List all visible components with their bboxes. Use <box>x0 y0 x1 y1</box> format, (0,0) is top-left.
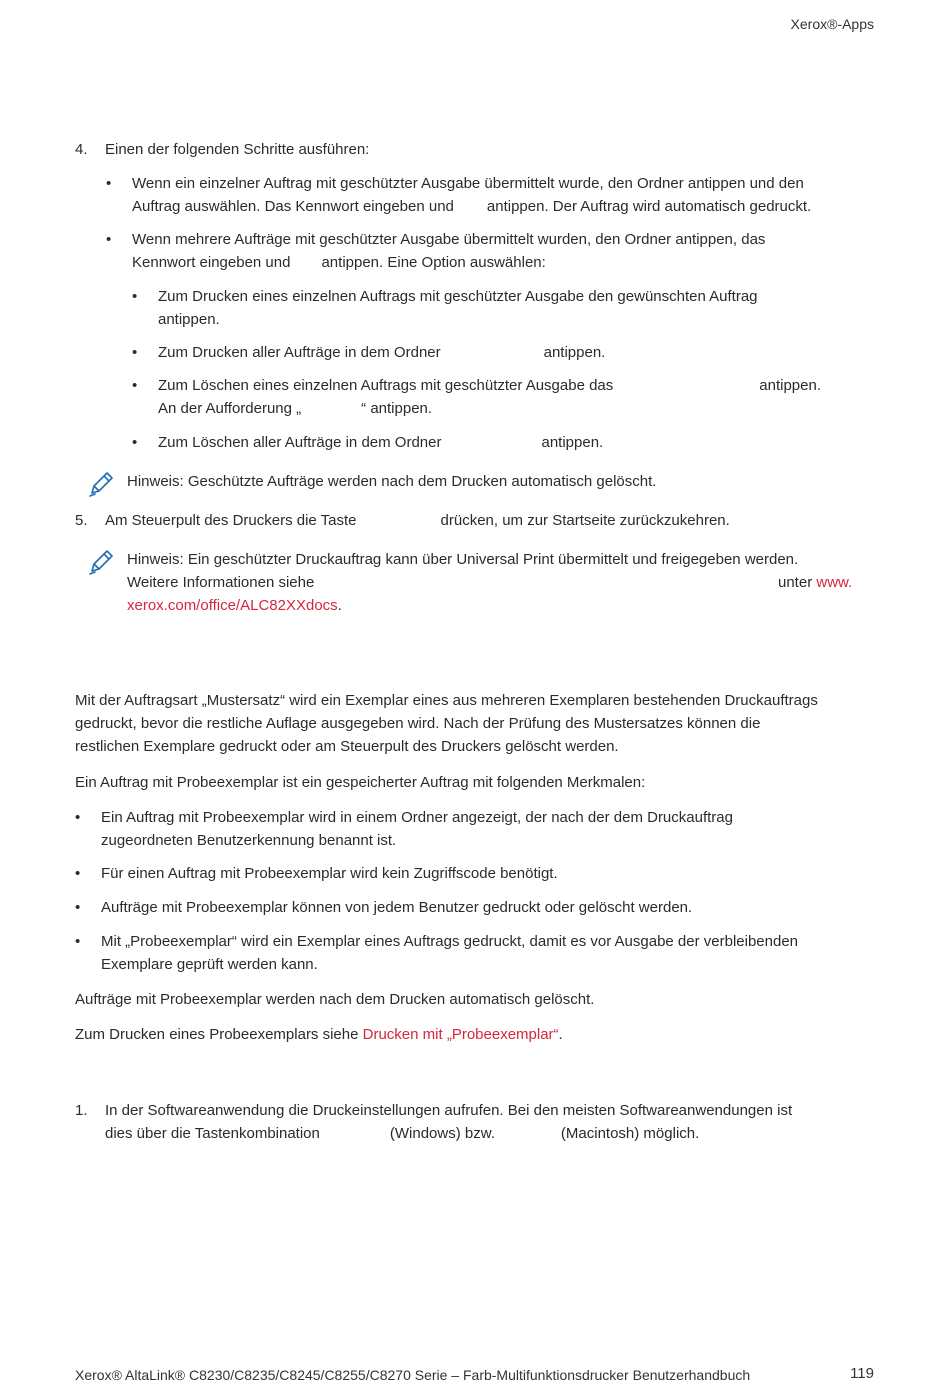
step-number: 4. <box>75 141 88 158</box>
list-item: • Wenn ein einzelner Auftrag mit geschützter Ausgabe übermittelt wurde, den Ordner antippen und den Auftrag auswählen. Das Kennwort eingeben und antippen. Der Auftrag wird automatisch gedruckt. <box>132 172 872 218</box>
note-text: Hinweis: Ein geschützter Druckauftrag kann über Universal Print übermittelt und freigegeben werden. Weitere Informationen siehe unter www. xerox.com/office/ALC82XXdocs. <box>127 551 853 614</box>
docs-link[interactable]: xerox.com/office/ALC82XXdocs <box>127 597 338 614</box>
sub-list-item: • Zum Löschen aller Aufträge in dem Ordner antippen. <box>158 431 872 454</box>
list-item: • Aufträge mit Probeexemplar können von jedem Benutzer gedruckt oder gelöscht werden. <box>101 896 872 919</box>
list-item: • Mit „Probeexemplar“ wird ein Exemplar eines Auftrags gedruckt, damit es vor Ausgabe der verbleibenden Exemplare geprüft werden kann. <box>101 930 872 976</box>
list-item: • Für einen Auftrag mit Probeexemplar wird kein Zugriffscode benötigt. <box>101 862 872 885</box>
page-number: 119 <box>850 1365 874 1382</box>
footer-title: Xerox® AltaLink® C8230/C8235/C8245/C8255/C8270 Serie – Farb-Multifunktionsdrucker Benutzerhandbuch <box>75 1367 751 1383</box>
step-number: 5. <box>75 512 88 529</box>
running-header: Xerox®-Apps <box>790 16 874 32</box>
pencil-note-icon <box>86 547 116 577</box>
list-item: • Wenn mehrere Aufträge mit geschützter Ausgabe übermittelt wurden, den Ordner antippen, das Kennwort eingeben und antippen. Eine Option auswählen: <box>132 228 872 274</box>
note-text: Hinweis: Geschützte Aufträge werden nach dem Drucken automatisch gelöscht. <box>127 473 657 490</box>
paragraph: Zum Drucken eines Probeexemplars siehe Drucken mit „Probeexemplar“. <box>75 1026 563 1043</box>
paragraph: Aufträge mit Probeexemplar werden nach dem Drucken automatisch gelöscht. <box>75 991 595 1008</box>
sub-list-item: • Zum Drucken eines einzelnen Auftrags mit geschützter Ausgabe den gewünschten Auftrag antippen. <box>158 285 872 331</box>
sub-list-item: • Zum Löschen eines einzelnen Auftrags mit geschützter Ausgabe das antippen. An der Aufforderung „ “ antippen. <box>158 374 872 420</box>
sub-list-item: • Zum Drucken aller Aufträge in dem Ordner antippen. <box>158 341 872 364</box>
step-text: Einen der folgenden Schritte ausführen: <box>105 141 370 158</box>
pencil-note-icon <box>86 469 116 499</box>
cross-reference-link[interactable]: Drucken mit „Probeexemplar“ <box>362 1026 559 1043</box>
step-number: 1. <box>75 1102 88 1119</box>
list-item: • Ein Auftrag mit Probeexemplar wird in einem Ordner angezeigt, der nach der dem Druckauftrag zugeordneten Benutzerkennung benannt ist. <box>101 806 872 852</box>
paragraph: Mit der Auftragsart „Mustersatz“ wird ein Exemplar eines aus mehreren Exemplaren bestehenden Druckauftrags gedruckt, bevor die restliche Auflage ausgegeben wird. Nach der Prüfung des Mustersatzes können die restlichen Exemplare gedruckt oder am Steuerpult des Druckers gelöscht werden. <box>75 692 818 755</box>
step-text: Am Steuerpult des Druckers die Taste drücken, um zur Startseite zurückzukehren. <box>105 512 730 529</box>
docs-link[interactable]: www. <box>816 574 853 591</box>
step-text: In der Softwareanwendung die Druckeinstellungen aufrufen. Bei den meisten Softwareanwendungen ist dies über die Tastenkombination (Windows) bzw. (Macintosh) möglich. <box>105 1102 793 1142</box>
paragraph: Ein Auftrag mit Probeexemplar ist ein gespeicherter Auftrag mit folgenden Merkmalen: <box>75 774 646 791</box>
